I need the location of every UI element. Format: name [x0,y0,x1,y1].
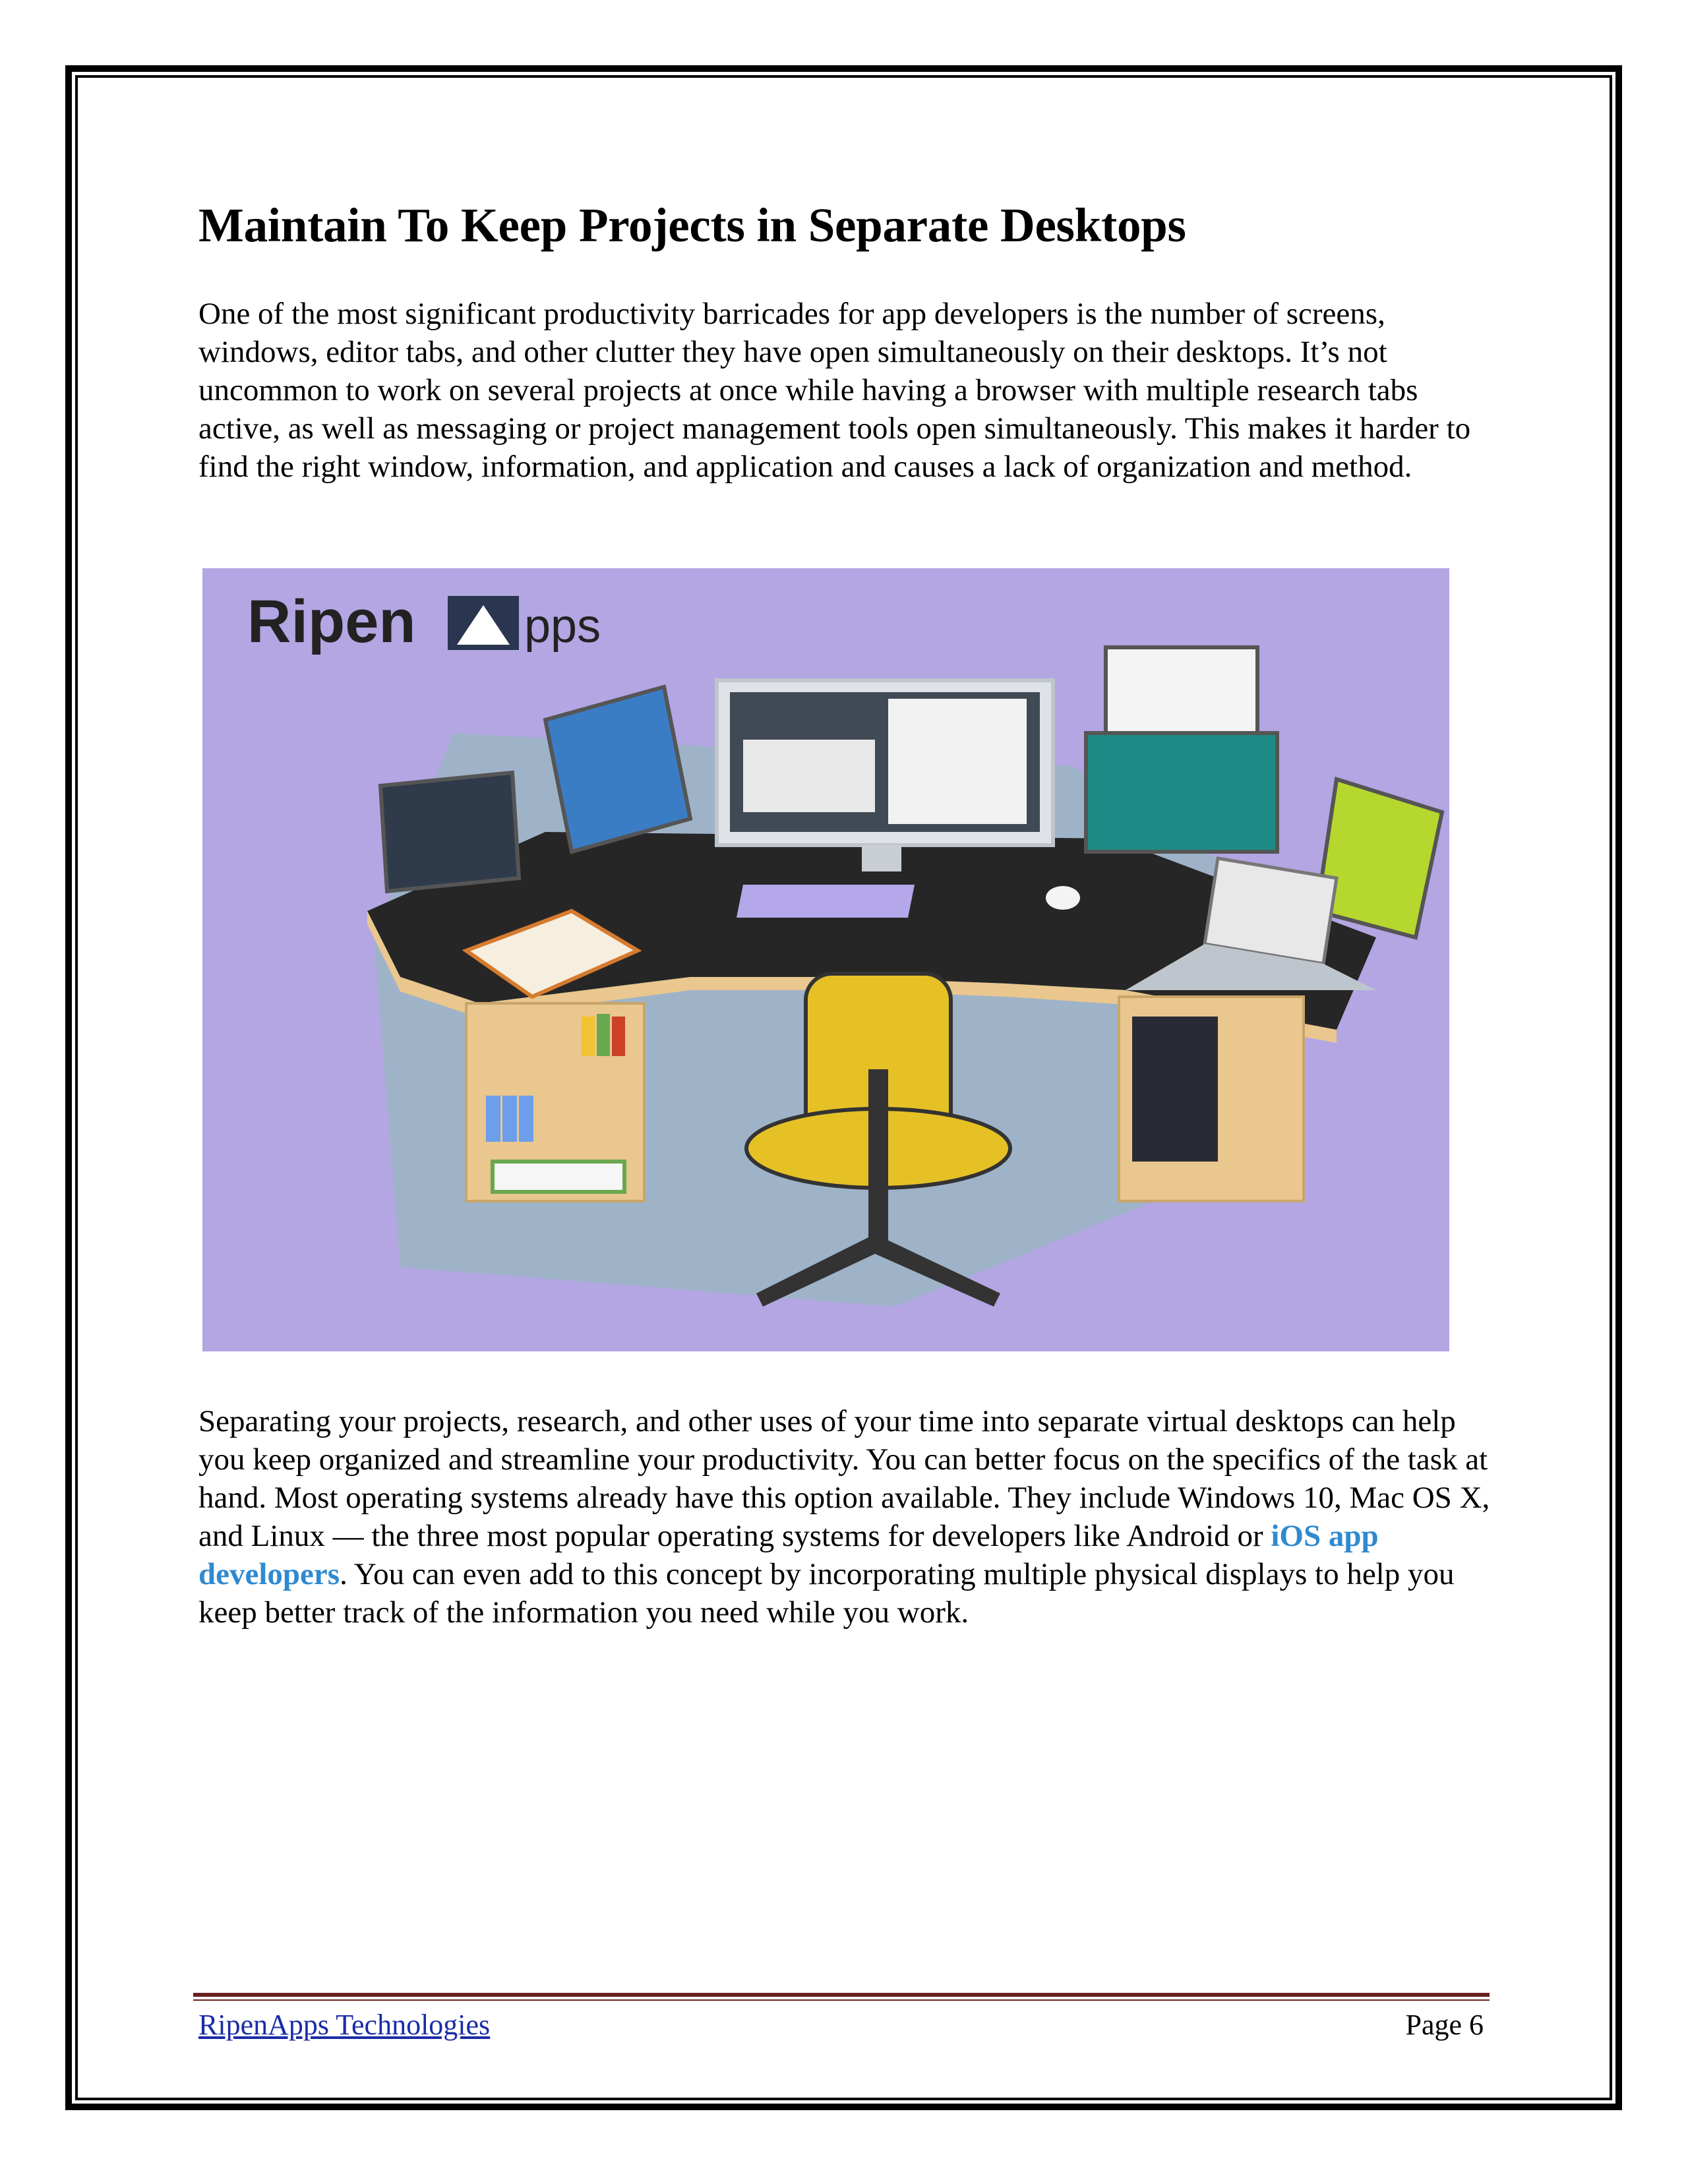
footer-divider-thin [193,1999,1490,2001]
book [597,1014,610,1056]
ios-developers-link[interactable]: iOS app developers [198,1519,1379,1591]
logo-word-pps: pps [524,600,601,653]
screen-window [743,740,875,812]
pc-tower [1132,1017,1218,1162]
workstation-illustration-svg [202,568,1449,1351]
footer-divider [193,1993,1490,1997]
desk-illustration [202,568,1449,1351]
book [612,1017,625,1056]
book [519,1096,533,1142]
screen-window [888,699,1027,824]
logo-word-ripen: Ripen [247,588,416,655]
monitor-stand [862,845,901,871]
chair-stem [868,1069,888,1241]
monitor-left [380,773,519,891]
monitor-right-tablet [1317,779,1442,937]
storage-box [493,1162,624,1192]
body-paragraph [198,1402,1491,1632]
book [502,1096,517,1142]
body-text-after-link: . You can even add to this concept by incorporating multiple physical displays to help you keep better track of the information you need while you work. [198,1557,1455,1630]
body-text-before-link: Separating your projects, research, and other uses of your time into separate virtual desktops can help you keep organized and streamline your productivity. You can better focus on the specifics of the task at hand. Most operating systems already have this option available. They include Windows 10, Mac OS X, and Linux — the three most popular operating systems for developers like Android or [198,1404,1490,1553]
intro-paragraph: One of the most significant productivity barricades for app developers is the number of screens, windows, editor tabs, and other clutter they have open simultaneously on their desktops. It’s not uncommon to work on several projects at once while having a browser with multiple research tabs active, as well as messaging or project management tools open simultaneously. This makes it harder to find the right window, information, and application and causes a lack of organization and method. [198,297,1471,484]
mouse [1046,886,1080,910]
book [582,1017,595,1056]
page-number: Page 6 [1405,2009,1484,2041]
ripenapps-logo [247,588,601,655]
page-heading: Maintain To Keep Projects in Separate Desktops [198,198,1186,252]
keyboard [737,885,915,918]
monitor-right-middle [1086,733,1277,852]
book [486,1096,500,1142]
footer-company-link[interactable]: RipenApps Technologies [198,2009,491,2041]
